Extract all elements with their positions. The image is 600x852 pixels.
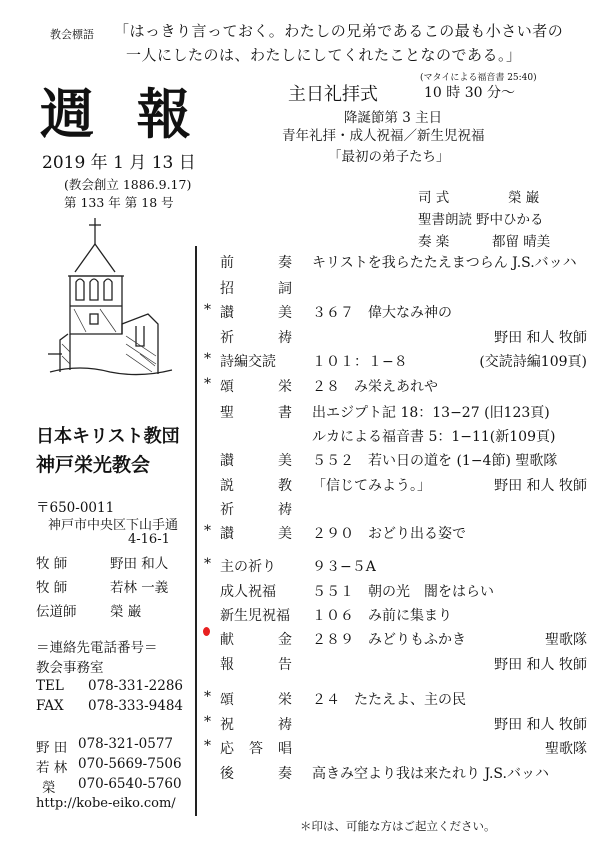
stand-marker: * bbox=[204, 523, 211, 539]
role-reader-name: 野中ひかる bbox=[476, 212, 544, 228]
column-divider bbox=[195, 246, 197, 816]
service-time: 10 時 30 分～ bbox=[424, 85, 515, 101]
fax-label: FAX bbox=[36, 698, 64, 714]
order-label bbox=[220, 714, 292, 734]
church-illustration bbox=[40, 214, 180, 384]
order-label-char: 答 bbox=[249, 741, 263, 757]
order-person: 野田 和人 牧師 bbox=[494, 478, 587, 494]
order-content: ２４ たたえよ、主の民 bbox=[312, 692, 466, 708]
order-label-char: 成人祝福 bbox=[220, 584, 276, 600]
role-organist-name: 都留 晴美 bbox=[492, 234, 551, 250]
order-person: 野田 和人 牧師 bbox=[494, 330, 587, 346]
stand-marker: * bbox=[204, 351, 211, 367]
order-label bbox=[220, 581, 292, 601]
order-label-char: 奏 bbox=[278, 766, 292, 782]
staff-title-2: 牧 師 bbox=[36, 580, 68, 596]
order-label-char: 新生児祝福 bbox=[220, 608, 290, 624]
order-label-char: 祝 bbox=[220, 717, 234, 733]
staff-name-1: 野田 和人 bbox=[110, 556, 169, 572]
phone-name-2: 若 林 bbox=[36, 760, 68, 776]
order-label bbox=[220, 402, 292, 422]
order-label bbox=[220, 689, 292, 709]
role-reader-label: 聖書朗読 bbox=[418, 212, 472, 228]
order-label bbox=[220, 376, 292, 396]
founded-date: (教会創立 1886.9.17) bbox=[64, 177, 192, 192]
order-label-char: 美 bbox=[278, 526, 292, 542]
order-label bbox=[220, 252, 292, 272]
order-content: ５５１ 朝の光 闇をはらい bbox=[312, 584, 494, 600]
order-content: 「信じてみよう。」 bbox=[312, 478, 431, 494]
order-content: 高きみ空より我は来たれり J.S.バッハ bbox=[312, 766, 549, 782]
service-title: 主日礼拝式 bbox=[288, 84, 378, 105]
order-label bbox=[220, 278, 292, 298]
order-label bbox=[220, 302, 292, 322]
order-content: ５５２ 若い日の道を (1−4節) 聖歌隊 bbox=[312, 453, 558, 469]
order-row bbox=[200, 252, 595, 276]
order-label bbox=[220, 499, 292, 519]
order-label bbox=[220, 327, 292, 347]
standing-note: ＊印は、可能な方はご起立ください。 bbox=[300, 819, 496, 833]
order-label-char: 主の祈り bbox=[220, 559, 276, 575]
order-label-char: 応 bbox=[220, 741, 234, 757]
postal-code: 〒650-0011 bbox=[36, 500, 115, 516]
order-label-char: 祷 bbox=[278, 502, 292, 518]
motto-source: (マタイによる福音書 25:40) bbox=[420, 73, 537, 83]
order-label bbox=[220, 763, 292, 783]
order-person: 聖歌隊 bbox=[545, 741, 587, 757]
order-row bbox=[200, 581, 595, 605]
order-label bbox=[220, 450, 292, 470]
order-label-char: 祷 bbox=[278, 717, 292, 733]
order-row bbox=[200, 426, 595, 450]
order-label-char: 報 bbox=[220, 657, 234, 673]
fax-number: 078-333-9484 bbox=[88, 698, 184, 714]
order-label-char: 美 bbox=[278, 453, 292, 469]
motto-line-2: 一人にしたのは、わたしにしてくれたことなのである。」 bbox=[126, 46, 522, 64]
order-label bbox=[220, 523, 292, 543]
staff-name-2: 若林 一義 bbox=[110, 580, 169, 596]
order-label-char: 祈 bbox=[220, 330, 234, 346]
tel-label: TEL bbox=[36, 678, 64, 694]
order-label-char: 聖 bbox=[220, 405, 234, 421]
order-content: ２９０ おどり出る姿で bbox=[312, 526, 466, 542]
order-label-char: 詞 bbox=[278, 281, 292, 297]
order-label-char: 書 bbox=[278, 405, 292, 421]
order-content: １０１：１−８ bbox=[312, 354, 408, 370]
order-row bbox=[200, 629, 595, 653]
order-label-char: 献 bbox=[220, 632, 234, 648]
stand-marker: * bbox=[204, 556, 211, 572]
order-content: ９３−５A bbox=[312, 559, 376, 575]
issue-number: 第 133 年 第 18 号 bbox=[64, 195, 174, 210]
order-label-char: 栄 bbox=[278, 692, 292, 708]
order-row bbox=[200, 376, 595, 400]
bulletin-title: 週 報 bbox=[40, 82, 203, 146]
website-url[interactable]: http://kobe-eiko.com/ bbox=[36, 796, 176, 811]
order-label-char: 教 bbox=[278, 478, 292, 494]
address-line-1: 神戸市中央区下山手通 bbox=[48, 518, 179, 533]
motto-label: 教会標語 bbox=[50, 28, 94, 41]
order-label bbox=[220, 605, 292, 625]
order-label bbox=[220, 654, 292, 674]
stand-marker: * bbox=[204, 689, 211, 705]
order-row bbox=[200, 327, 595, 351]
stand-marker: * bbox=[204, 738, 211, 754]
role-officiant-name: 榮 巌 bbox=[508, 190, 540, 206]
order-content: キリストを我らたたえまつらん J.S.バッハ bbox=[312, 255, 577, 271]
role-organist-label: 奏 楽 bbox=[418, 234, 450, 250]
stand-marker: * bbox=[204, 714, 211, 730]
phone-number-3: 070-6540-5760 bbox=[78, 776, 182, 792]
staff-name-3: 榮 巌 bbox=[110, 604, 142, 620]
order-label-char: 奏 bbox=[278, 255, 292, 271]
motto-line-1: 「はっきり言っておく。わたしの兄弟であるこの最も小さい者の bbox=[114, 22, 564, 40]
contact-heading: ＝連絡先電話番号＝ bbox=[36, 640, 158, 656]
office-label: 教会事務室 bbox=[36, 660, 104, 676]
order-label bbox=[220, 629, 292, 649]
order-label-char: 後 bbox=[220, 766, 234, 782]
order-row bbox=[200, 475, 595, 499]
order-label-char: 祈 bbox=[220, 502, 234, 518]
bulletin-date: 2019 年 1 月 13 日 bbox=[42, 153, 196, 173]
order-label-char: 金 bbox=[278, 632, 292, 648]
order-row bbox=[200, 402, 595, 426]
order-label-char: 頌 bbox=[220, 692, 234, 708]
order-label-char: 栄 bbox=[278, 379, 292, 395]
order-label-char: 招 bbox=[220, 281, 234, 297]
order-content: １０６ み前に集まり bbox=[312, 608, 452, 624]
order-label-char: 説 bbox=[220, 478, 234, 494]
order-row bbox=[200, 689, 595, 713]
stand-marker: * bbox=[204, 302, 211, 318]
service-theme: 「最初の弟子たち」 bbox=[328, 149, 450, 165]
order-content: ３６７ 偉大なみ神の bbox=[312, 305, 452, 321]
order-person: 野田 和人 牧師 bbox=[494, 657, 587, 673]
order-label-char: 頌 bbox=[220, 379, 234, 395]
phone-number-2: 070-5669-7506 bbox=[78, 756, 182, 772]
order-row bbox=[200, 523, 595, 547]
phone-name-3: 榮 bbox=[42, 780, 56, 796]
order-row bbox=[200, 605, 595, 629]
order-content: ルカによる福音書 5：1−11(新109頁) bbox=[312, 429, 556, 445]
tel-number: 078-331-2286 bbox=[88, 678, 184, 694]
order-row bbox=[200, 351, 595, 375]
order-label bbox=[220, 738, 292, 758]
order-row bbox=[200, 763, 595, 787]
role-officiant-label: 司 式 bbox=[418, 190, 450, 206]
order-row bbox=[200, 302, 595, 326]
red-mark bbox=[203, 627, 210, 636]
order-person: (交読詩編109頁) bbox=[479, 354, 587, 370]
order-row bbox=[200, 654, 595, 678]
order-label-char: 讃 bbox=[220, 305, 234, 321]
phone-number-1: 078-321-0577 bbox=[78, 736, 174, 752]
order-label-char: 讃 bbox=[220, 526, 234, 542]
order-label-char: 前 bbox=[220, 255, 234, 271]
order-person: 聖歌隊 bbox=[545, 632, 587, 648]
order-label-char: 美 bbox=[278, 305, 292, 321]
order-row bbox=[200, 499, 595, 523]
stand-marker: * bbox=[204, 376, 211, 392]
staff-title-1: 牧 師 bbox=[36, 556, 68, 572]
address-line-2: 4-16-1 bbox=[128, 532, 170, 547]
order-label bbox=[220, 556, 292, 576]
denomination-name: 日本キリスト教団 bbox=[36, 426, 180, 447]
order-label bbox=[220, 475, 292, 495]
order-person: 野田 和人 牧師 bbox=[494, 717, 587, 733]
staff-title-3: 伝道師 bbox=[36, 604, 77, 620]
phone-name-1: 野 田 bbox=[36, 740, 68, 756]
order-label-char: 詩編交読 bbox=[220, 354, 276, 370]
order-label-char: 祷 bbox=[278, 330, 292, 346]
service-occasion: 降誕節第 3 主日 bbox=[344, 110, 443, 126]
order-label-char: 讃 bbox=[220, 453, 234, 469]
order-content: ２８９ みどりもふかき bbox=[312, 632, 466, 648]
order-row bbox=[200, 714, 595, 738]
order-content: 出エジプト記 18：13−27 (旧123頁) bbox=[312, 405, 550, 421]
order-content: ２８ み栄えあれや bbox=[312, 379, 438, 395]
order-label-char: 告 bbox=[278, 657, 292, 673]
order-row bbox=[200, 556, 595, 580]
order-label-char: 唱 bbox=[278, 741, 292, 757]
church-name: 神戸栄光教会 bbox=[36, 454, 151, 476]
order-row bbox=[200, 738, 595, 762]
order-row bbox=[200, 450, 595, 474]
service-events: 青年礼拝・成人祝福／新生児祝福 bbox=[282, 128, 485, 144]
order-row bbox=[200, 278, 595, 302]
order-label bbox=[220, 351, 292, 371]
